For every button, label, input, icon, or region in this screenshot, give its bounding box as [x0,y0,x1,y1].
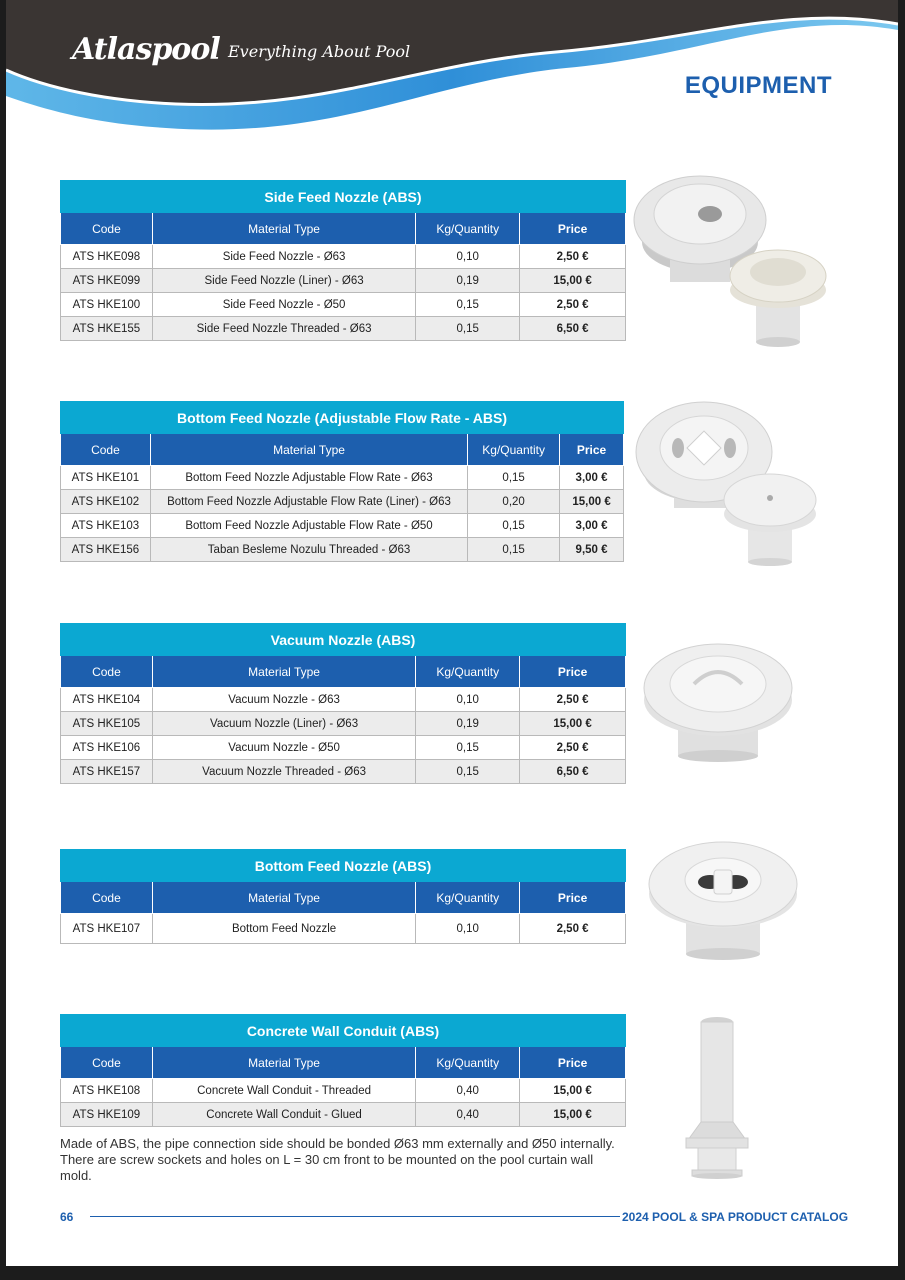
cell-material: Concrete Wall Conduit - Threaded [152,1079,415,1103]
column-header-material: Material Type [152,213,415,245]
cell-kg: 0,20 [468,490,560,514]
column-header-price: Price [560,434,624,466]
table-title: Concrete Wall Conduit (ABS) [61,1015,626,1047]
column-header-kg: Kg/Quantity [416,213,520,245]
cell-price: 2,50 € [520,914,626,944]
cell-price: 15,00 € [520,712,626,736]
cell-kg: 0,10 [416,245,520,269]
bottom-feed-nozzle-image [644,836,804,962]
cell-material: Side Feed Nozzle - Ø50 [152,293,415,317]
column-header-kg: Kg/Quantity [416,1047,520,1079]
brand-tagline: Everything About Pool [228,42,411,61]
cell-material: Bottom Feed Nozzle Adjustable Flow Rate - Ø63 [150,466,467,490]
cell-kg: 0,15 [468,538,560,562]
column-header-code: Code [61,656,153,688]
cell-price: 9,50 € [560,538,624,562]
cell-code: ATS HKE156 [61,538,151,562]
table-row [61,736,626,760]
cell-code: ATS HKE103 [61,514,151,538]
catalog-page [6,0,898,1266]
column-header-code: Code [61,434,151,466]
cell-kg: 0,15 [416,760,520,784]
cell-material: Vacuum Nozzle - Ø50 [152,736,415,760]
cell-price: 15,00 € [520,269,626,293]
footer-divider [90,1216,620,1217]
side-feed-nozzle-image [630,172,830,347]
table-row [61,269,626,293]
product-table-concrete-wall-conduit [60,1014,626,1127]
bottom-feed-nozzle-adjustable-image [634,398,824,566]
cell-material: Side Feed Nozzle (Liner) - Ø63 [152,269,415,293]
cell-code: ATS HKE155 [61,317,153,341]
cell-kg: 0,15 [416,317,520,341]
cell-price: 2,50 € [520,736,626,760]
vacuum-nozzle-image [638,636,798,766]
catalog-title: 2024 POOL & SPA PRODUCT CATALOG [622,1210,849,1224]
cell-code: ATS HKE102 [61,490,151,514]
table-row [61,293,626,317]
product-table-side-feed-nozzle [60,180,626,341]
column-header-price: Price [520,213,626,245]
cell-price: 15,00 € [520,1103,626,1127]
cell-material: Taban Besleme Nozulu Threaded - Ø63 [150,538,467,562]
cell-kg: 0,10 [416,688,520,712]
cell-code: ATS HKE107 [61,914,153,944]
cell-code: ATS HKE104 [61,688,153,712]
cell-material: Vacuum Nozzle - Ø63 [152,688,415,712]
product-table-bottom-feed-nozzle-adjustable [60,401,624,562]
table-row [61,317,626,341]
cell-material: Bottom Feed Nozzle Adjustable Flow Rate (Liner) - Ø63 [150,490,467,514]
table-row [61,914,626,944]
cell-material: Vacuum Nozzle (Liner) - Ø63 [152,712,415,736]
column-header-price: Price [520,656,626,688]
page-number: 66 [60,1210,74,1224]
column-header-code: Code [61,213,153,245]
product-table-vacuum-nozzle [60,623,626,784]
cell-material: Bottom Feed Nozzle Adjustable Flow Rate - Ø50 [150,514,467,538]
cell-code: ATS HKE099 [61,269,153,293]
column-header-material: Material Type [152,882,415,914]
cell-code: ATS HKE105 [61,712,153,736]
cell-kg: 0,40 [416,1079,520,1103]
table-title: Bottom Feed Nozzle (Adjustable Flow Rate - ABS) [61,402,624,434]
cell-kg: 0,19 [416,269,520,293]
table-row [61,688,626,712]
table-row [61,466,624,490]
cell-code: ATS HKE106 [61,736,153,760]
table-row [61,490,624,514]
column-header-kg: Kg/Quantity [416,882,520,914]
table-row [61,538,624,562]
cell-code: ATS HKE109 [61,1103,153,1127]
column-header-price: Price [520,882,626,914]
brand-logo: Atlaspool [72,32,220,67]
cell-material: Side Feed Nozzle Threaded - Ø63 [152,317,415,341]
column-header-kg: Kg/Quantity [468,434,560,466]
cell-price: 2,50 € [520,688,626,712]
table-row [61,245,626,269]
table-row [61,1103,626,1127]
cell-price: 3,00 € [560,514,624,538]
cell-price: 3,00 € [560,466,624,490]
table-row [61,514,624,538]
cell-price: 6,50 € [520,317,626,341]
cell-code: ATS HKE101 [61,466,151,490]
column-header-kg: Kg/Quantity [416,656,520,688]
page-header [6,0,898,140]
table-title: Vacuum Nozzle (ABS) [61,624,626,656]
cell-code: ATS HKE100 [61,293,153,317]
column-header-material: Material Type [152,656,415,688]
product-note: Made of ABS, the pipe connection side should be bonded Ø63 mm externally and Ø50 internally. There are screw sockets and holes on L = 30 cm front to be mounted on the pool curtain wall mold. [60,1136,615,1183]
cell-kg: 0,15 [416,736,520,760]
cell-code: ATS HKE108 [61,1079,153,1103]
table-title: Side Feed Nozzle (ABS) [61,181,626,213]
cell-price: 6,50 € [520,760,626,784]
cell-kg: 0,10 [416,914,520,944]
cell-kg: 0,15 [468,466,560,490]
cell-material: Concrete Wall Conduit - Glued [152,1103,415,1127]
column-header-code: Code [61,1047,153,1079]
product-table-bottom-feed-nozzle [60,849,626,944]
cell-material: Bottom Feed Nozzle [152,914,415,944]
table-row [61,760,626,784]
section-title: EQUIPMENT [684,72,832,99]
cell-kg: 0,40 [416,1103,520,1127]
column-header-material: Material Type [150,434,467,466]
column-header-material: Material Type [152,1047,415,1079]
cell-code: ATS HKE098 [61,245,153,269]
cell-material: Side Feed Nozzle - Ø63 [152,245,415,269]
cell-kg: 0,19 [416,712,520,736]
cell-price: 15,00 € [560,490,624,514]
column-header-price: Price [520,1047,626,1079]
cell-price: 15,00 € [520,1079,626,1103]
cell-code: ATS HKE157 [61,760,153,784]
column-header-code: Code [61,882,153,914]
table-row [61,1079,626,1103]
cell-price: 2,50 € [520,293,626,317]
header-wave-graphic [6,0,898,140]
concrete-wall-conduit-image [682,1014,752,1180]
cell-material: Vacuum Nozzle Threaded - Ø63 [152,760,415,784]
table-title: Bottom Feed Nozzle (ABS) [61,850,626,882]
cell-kg: 0,15 [416,293,520,317]
table-row [61,712,626,736]
cell-price: 2,50 € [520,245,626,269]
cell-kg: 0,15 [468,514,560,538]
